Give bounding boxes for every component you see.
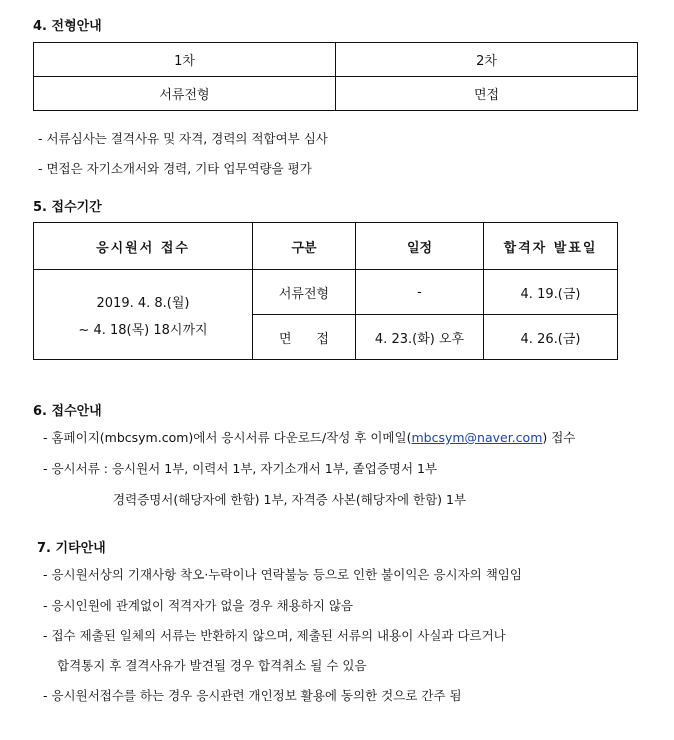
sec7-line: - 응시원서접수를 하는 경우 응시관련 개인정보 활용에 동의한 것으로 간주 됨 xyxy=(43,688,462,703)
table-header-row xyxy=(34,223,618,270)
sec6-line-documents: - 응시서류 : 응시원서 1부, 이력서 1부, 자기소개서 1부, 졸업증명서 1부 xyxy=(43,461,438,476)
selection-stages-table xyxy=(33,42,638,111)
table-row xyxy=(34,270,618,315)
period-end: ~ 4. 18(목) 18시까지 xyxy=(78,322,208,338)
section-6-heading: 6. 접수안내 xyxy=(33,404,102,419)
stage-1-value: 서류전형 xyxy=(34,77,336,111)
submit-text: ) 접수 xyxy=(542,430,576,445)
stage-1-header: 1차 xyxy=(34,43,336,77)
category-cell: 서류전형 xyxy=(253,270,356,315)
sec7-line: - 응시인원에 관계없이 적격자가 없을 경우 채용하지 않음 xyxy=(43,598,354,613)
table-row xyxy=(34,77,638,111)
col-header-category: 구분 xyxy=(253,223,356,270)
col-header-schedule: 일정 xyxy=(356,223,484,270)
sec4-bullet: - 서류심사는 결격사유 및 자격, 경력의 적합여부 심사 xyxy=(38,131,328,146)
stage-2-value: 면접 xyxy=(336,77,638,111)
homepage-text: - 홈페이지(mbcsym.com)에서 응시서류 다운로드/작성 후 이메일( xyxy=(43,430,412,445)
announcement-cell: 4. 19.(금) xyxy=(484,270,618,315)
section-5-heading: 5. 접수기간 xyxy=(33,200,102,215)
sec7-line: 합격통지 후 결격사유가 발견될 경우 합격취소 될 수 있음 xyxy=(57,658,367,673)
email-link[interactable]: mbcsym@naver.com xyxy=(411,430,543,445)
table-header-row xyxy=(34,43,638,77)
stage-2-header: 2차 xyxy=(336,43,638,77)
sec6-line-homepage xyxy=(43,428,575,446)
application-period-cell xyxy=(34,270,253,360)
col-header-announcement: 합격자 발표일 xyxy=(484,223,618,270)
section-7-heading: 7. 기타안내 xyxy=(37,541,106,556)
application-period-table xyxy=(33,222,618,360)
schedule-cell: - xyxy=(356,270,484,315)
sec7-line: - 접수 제출된 일체의 서류는 반환하지 않으며, 제출된 서류의 내용이 사실과 다르거나 xyxy=(43,628,506,643)
sec6-line-documents-cont: 경력증명서(해당자에 한함) 1부, 자격증 사본(해당자에 한함) 1부 xyxy=(113,492,467,507)
section-4-heading: 4. 전형안내 xyxy=(33,19,102,34)
category-cell: 면 접 xyxy=(253,315,356,360)
col-header-application: 응시원서 접수 xyxy=(34,223,253,270)
period-start: 2019. 4. 8.(월) xyxy=(96,295,190,311)
sec4-bullet: - 면접은 자기소개서와 경력, 기타 업무역량을 평가 xyxy=(38,161,312,176)
announcement-cell: 4. 26.(금) xyxy=(484,315,618,360)
schedule-cell: 4. 23.(화) 오후 xyxy=(356,315,484,360)
sec7-line: - 응시원서상의 기재사항 착오·누락이나 연락불능 등으로 인한 불이익은 응시자의 책임임 xyxy=(43,567,522,582)
